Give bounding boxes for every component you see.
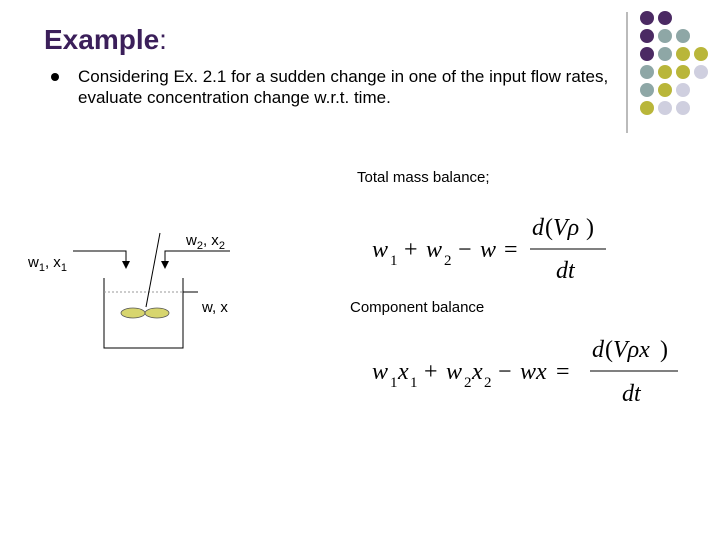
impeller-blade-right — [145, 308, 169, 318]
svg-text:+: + — [404, 237, 418, 263]
inlet-2-arrow — [165, 251, 230, 268]
svg-text:w: w — [372, 237, 389, 263]
svg-text:): ) — [586, 215, 594, 241]
svg-text:w: w — [480, 237, 497, 263]
svg-text:(: ( — [605, 337, 613, 363]
svg-text:x: x — [472, 359, 483, 385]
component-balance-heading: Component balance — [350, 299, 485, 316]
svg-text:x: x — [398, 359, 409, 385]
svg-text:w: w — [426, 237, 443, 263]
svg-text:=: = — [504, 237, 518, 263]
svg-text:−: − — [498, 359, 512, 385]
svg-text:−: − — [458, 237, 472, 263]
svg-text:): ) — [660, 337, 668, 363]
svg-text:+: + — [424, 359, 438, 385]
svg-text:1: 1 — [390, 253, 398, 269]
svg-text:dt: dt — [556, 258, 575, 284]
outlet-label: w, x — [202, 299, 228, 316]
svg-text:2: 2 — [444, 253, 452, 269]
svg-text:d: d — [532, 215, 544, 241]
stream-1-label: $w_1$, $x_1$ — [28, 254, 67, 274]
svg-text:d: d — [592, 337, 604, 363]
slide-title: Example: — [44, 24, 167, 55]
total-mass-balance-equation — [360, 205, 620, 290]
bullet-text: Considering Ex. 2.1 for a sudden change in one of the input flow rates, evaluate concentration change w.r.t. time. — [78, 67, 609, 107]
svg-text:Vρx: Vρx — [613, 337, 650, 363]
svg-text:wx: wx — [520, 359, 547, 385]
svg-text:2: 2 — [464, 375, 472, 391]
svg-text:1: 1 — [390, 375, 398, 391]
inlet-1-arrow — [73, 251, 126, 268]
svg-text:2: 2 — [484, 375, 492, 391]
svg-text:w: w — [446, 359, 463, 385]
agitator-shaft — [146, 233, 160, 307]
stream-2-label: $w_2$, $x_2$ — [186, 232, 225, 252]
component-balance-equation — [360, 335, 690, 420]
impeller-blade-left — [121, 308, 145, 318]
total-mass-balance-heading: Total mass balance; — [357, 169, 490, 186]
svg-text:dt: dt — [622, 381, 641, 407]
svg-text:w: w — [372, 359, 389, 385]
svg-text:Vρ: Vρ — [553, 215, 580, 241]
svg-text:=: = — [556, 359, 570, 385]
svg-text:1: 1 — [410, 375, 418, 391]
svg-text:(: ( — [545, 215, 553, 241]
